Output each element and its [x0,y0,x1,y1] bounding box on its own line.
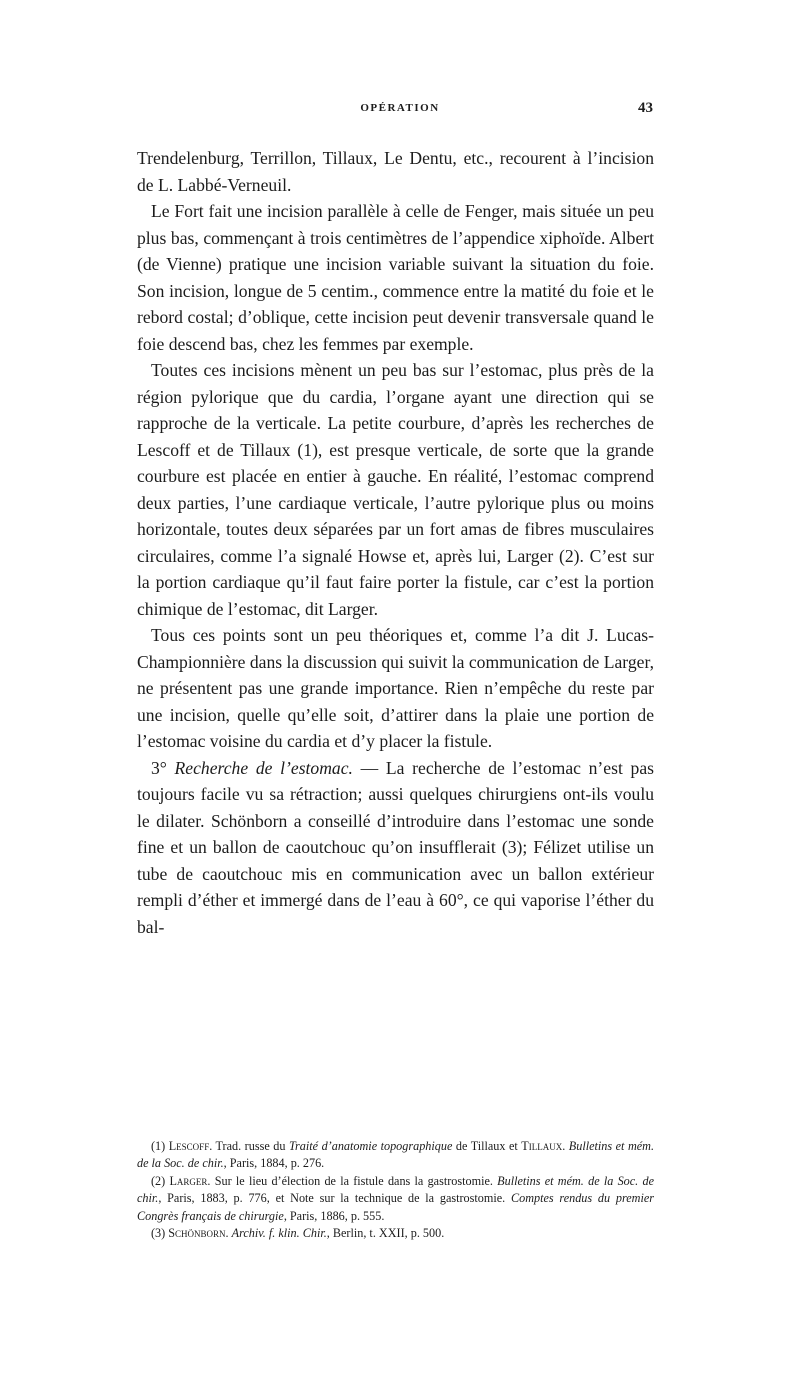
paragraph-section-3 [137,755,654,941]
paragraph-text: Trendelenburg, Terrillon, Tillaux, Le Dentu, etc., recourent à l’incision de L. Labbé-Verneuil. [137,148,654,195]
paragraph [137,198,654,357]
footnote-marker: (2) [151,1173,166,1188]
footnote-marker: (3) [151,1226,166,1241]
footnote-text: de Tillaux et [452,1139,522,1153]
footnote-text: , Paris, 1883, p. 776, et Note sur la technique de la gastrostomie. [158,1191,511,1206]
footnote-text: , Paris, 1884, p. 276. [223,1156,325,1171]
footnote-title: Bulletins et mém. de la Soc. de chir. [137,1173,654,1206]
footnote-author: Schönborn. [168,1226,229,1241]
paragraph-text: — La recherche de l’estomac n’est pas toujours facile vu sa rétraction; aussi quelques chirurgiens ont-ils voulu le dilater. Schönborn a conseillé d’introduire dans l’estomac une sonde fine et un ballon de caoutchouc qu’on insufflerait (3); Félizet utilise un tube de caoutchouc mis en communication avec un ballon extérieur rempli d’éther et immergé dans de l’eau à 60°, ce qui vaporise l’éther du bal- [137,757,654,937]
footnote [137,1173,654,1225]
footnote-author: Tillaux. [521,1139,566,1153]
paragraph-text: Toutes ces incisions mènent un peu bas sur l’estomac, plus près de la région pylorique que du cardia, l’organe ayant une direction qui se rapproche de la verticale. La petite courbure, d’après les recherches de Lescoff et de Tillaux (1), est presque verticale, de sorte que la grande courbure est placée en entier à gauche. En réalité, l’estomac comprend deux parties, l’une cardiaque verticale, l’autre pylorique plus ou moins horizontale, toutes deux séparées par un fort amas de fibres musculaires circulaires, comme l’a signalé Howse et, après lui, Larger (2). C’est sur la portion cardiaque qu’il faut faire porter la fistule, car c’est la portion chimique de l’estomac, dit Larger. [137,360,654,619]
footnote-author: Larger. [169,1173,211,1188]
footnote-author: Lescoff. [168,1139,213,1153]
paragraph [137,357,654,622]
footnote [137,1225,654,1242]
paragraph-text: Le Fort fait une incision parallèle à celle de Fenger, mais située un peu plus bas, commençant à trois centimètres de l’appendice xiphoïde. Albert (de Vienne) pratique une incision variable suivant la situation du foie. Son incision, longue de 5 centim., commence entre la matité du foie et le rebord costal; d’oblique, cette incision peut devenir transversale quand le foie descend bas, chez les femmes par exemple. [137,201,654,354]
footnote-title: Comptes rendus du premier Congrès français de chirurgie [137,1191,654,1223]
footnote [137,1138,654,1173]
footnote-text: Sur le lieu d’élection de la fistule dans la gastrostomie. [210,1173,498,1188]
section-number: 3° [151,757,167,778]
footnote-marker: (1) [151,1139,166,1153]
page-number: 43 [638,100,653,116]
paragraph-text: Tous ces points sont un peu théoriques et, comme l’a dit J. Lucas-Championnière dans la discussion qui suivit la communication de Larger, ne présentent pas une grande importance. Rien n’empêche du reste par une incision, quelle qu’elle soit, d’attirer dans la plaie une portion de l’estomac voisine du cardia et d’y placer la fistule. [137,625,654,751]
footnotes [137,1138,654,1242]
page-header [0,100,800,120]
section-heading: Recherche de l’estomac. [174,757,353,778]
paragraph [137,145,654,198]
footnote-title: Archiv. f. klin. Chir. [231,1226,327,1241]
paragraph [137,622,654,755]
footnote-text: , Berlin, t. XXII, p. 500. [326,1226,445,1241]
footnote-title: Traité d’anatomie topographique [288,1139,453,1153]
footnote-title: Bulletins et mém. de la Soc. de chir. [137,1139,655,1171]
footnote-text: Trad. russe du [212,1139,289,1153]
body-text [137,145,654,940]
footnote-text: , Paris, 1886, p. 555. [283,1208,385,1223]
running-head: OPÉRATION [360,102,440,114]
